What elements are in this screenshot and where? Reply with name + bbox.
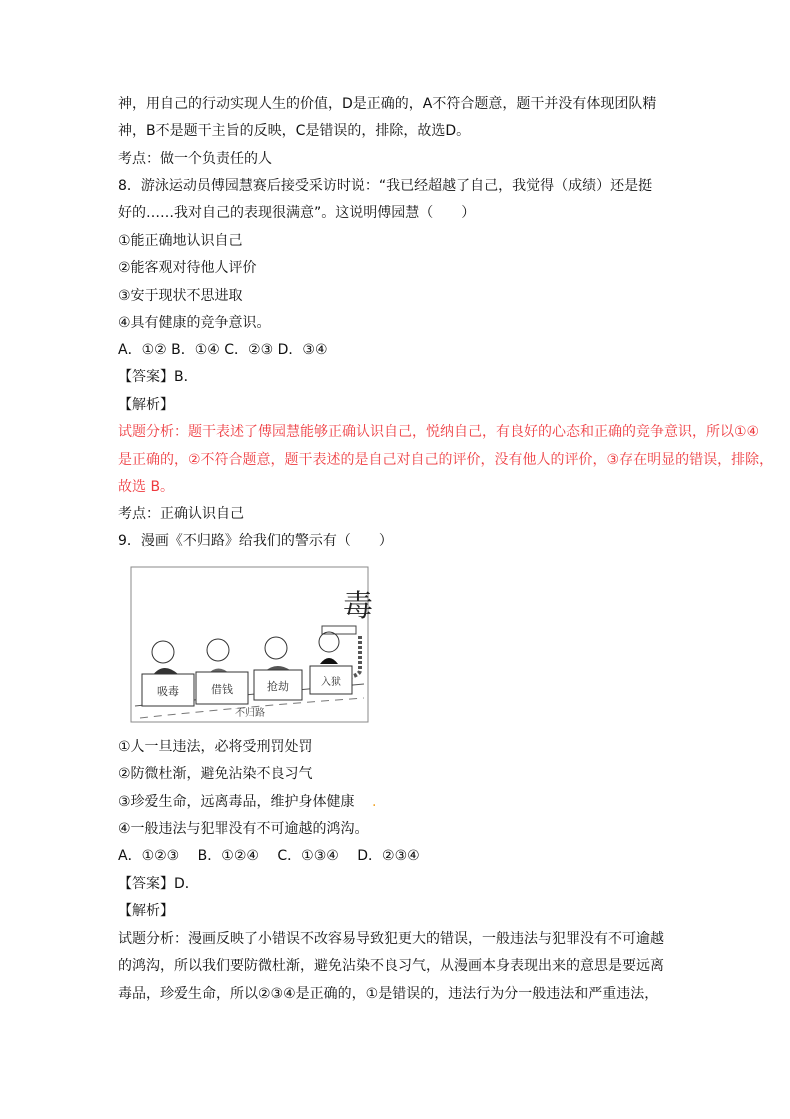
road-label: 不归路: [235, 708, 265, 719]
cart-label: 借钱: [211, 683, 233, 696]
cartoon-image: [130, 566, 373, 723]
q9-choices: A．①②③ B．①②④ C．①③④ D．②③④: [118, 848, 420, 864]
question-8-stem: 好的……我对自己的表现很满意”。这说明傅园慧（ ）: [118, 205, 476, 221]
cartoon-sign: 毒: [343, 589, 373, 624]
question-9-stem: 9．漫画《不归路》给我们的警示有（ ）: [118, 533, 393, 549]
text-line: 神，用自己的行动实现人生的价值，D是正确的，A不符合题意，题干并没有体现团队精: [118, 96, 657, 112]
q9-option: ③珍爱生命，远离毒品，维护身体健康: [118, 794, 355, 810]
q8-option: ①能正确地认识自己: [118, 233, 243, 249]
text-line: 神，B不是题干主旨的反映，C是错误的，排除，故选D。: [118, 123, 471, 139]
q8-analysis-label: 【解析】: [118, 397, 174, 413]
q8-kaodian: 考点：正确认识自己: [118, 506, 244, 522]
question-8-stem: 8．游泳运动员傅园慧赛后接受采访时说：“我已经超越了自己，我觉得（成绩）还是挺: [118, 178, 653, 194]
q8-option: ③安于现状不思进取: [118, 288, 243, 304]
kaodian-line: 考点：做一个负责任的人: [118, 151, 272, 167]
q9-option: ②防微杜渐，避免沾染不良习气: [118, 766, 313, 782]
cart-label: 入狱: [321, 677, 341, 688]
cart-label: 抢劫: [267, 680, 289, 693]
stray-mark: .: [372, 794, 377, 810]
q8-analysis: 试题分析：题干表述了傅园慧能够正确认识自己，悦纳自己，有良好的心态和正确的竞争意识，所以①④: [118, 424, 760, 440]
q8-option: ②能客观对待他人评价: [118, 260, 257, 276]
q8-analysis: 故选 B。: [118, 479, 175, 495]
q8-option: ④具有健康的竞争意识。: [118, 315, 271, 331]
q9-analysis: 试题分析：漫画反映了小错误不改容易导致犯更大的错误，一般违法与犯罪没有不可逾越: [118, 931, 664, 947]
q9-analysis: 的鸿沟，所以我们要防微杜渐，避免沾染不良习气，从漫画本身表现出来的意思是要远离: [118, 958, 664, 974]
q9-option: ④一般违法与犯罪没有不可逾越的鸿沟。: [118, 821, 369, 837]
q9-answer: 【答案】D．: [118, 876, 199, 892]
q8-answer: 【答案】B．: [118, 369, 198, 385]
q9-analysis: 毒品，珍爱生命，所以②③④是正确的，①是错误的，违法行为分一般违法和严重违法，: [118, 986, 659, 1002]
q9-option: ①人一旦违法，必将受刑罚处罚: [118, 739, 313, 755]
q9-analysis-label: 【解析】: [118, 903, 174, 919]
q8-analysis: 是正确的，②不符合题意，题干表述的是自己对自己的评价，没有他人的评价，③存在明显的错误，排除，: [118, 452, 774, 468]
cart-label: 吸毒: [157, 685, 179, 698]
q8-choices: A．①② B．①④ C．②③ D．③④: [118, 342, 328, 358]
